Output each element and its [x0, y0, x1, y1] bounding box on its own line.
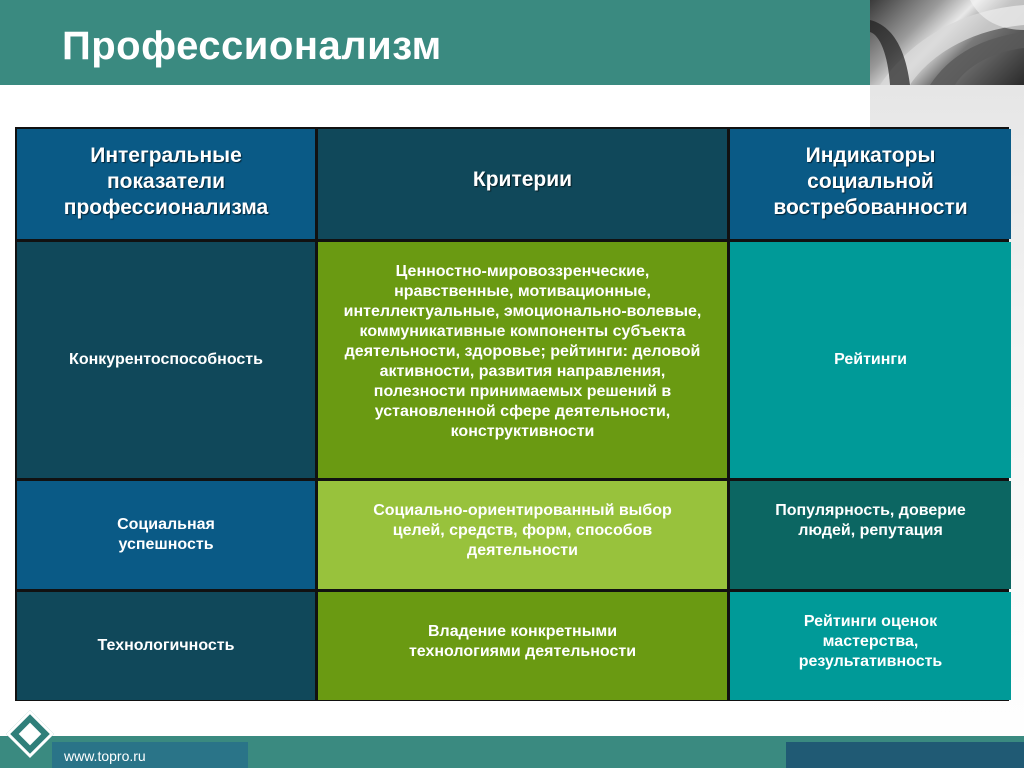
header-criteria: Критерии	[318, 129, 727, 239]
decorative-chrome-image	[870, 0, 1024, 85]
footer-right-panel	[786, 742, 1024, 768]
header-social-demand-indicators: Индикаторы социальной востребованности	[730, 129, 1011, 239]
row-1-indicator: Конкурентоспособность	[17, 242, 315, 478]
row-2-criteria: Социально-ориентированный выбор целей, средств, форм, способов деятельности	[318, 481, 727, 589]
row-1-criteria: Ценностно-мировоззренческие, нравственные, мотивационные, интеллектуальные, эмоционально-волевые, коммуникативные компоненты субъекта деятельности, здоровье; рейтинги: деловой активности, развития направления, полезности принимаемых решений в установленной сфере деятельности, конструктивности	[318, 242, 727, 478]
header-integral-indicators: Интегральные показатели профессионализма	[17, 129, 315, 239]
row-3-criteria: Владение конкретными технологиями деятельности	[318, 592, 727, 700]
slide-title: Профессионализм	[62, 24, 442, 68]
row-2-demand: Популярность, доверие людей, репутация	[730, 481, 1011, 589]
footer-url-link[interactable]: www.topro.ru	[64, 748, 146, 764]
row-3-demand: Рейтинги оценок мастерства, результативность	[730, 592, 1011, 700]
row-3-indicator: Технологичность	[17, 592, 315, 700]
professionalism-table	[15, 127, 1009, 701]
row-2-indicator: Социальная успешность	[17, 481, 315, 589]
row-1-demand: Рейтинги	[730, 242, 1011, 478]
